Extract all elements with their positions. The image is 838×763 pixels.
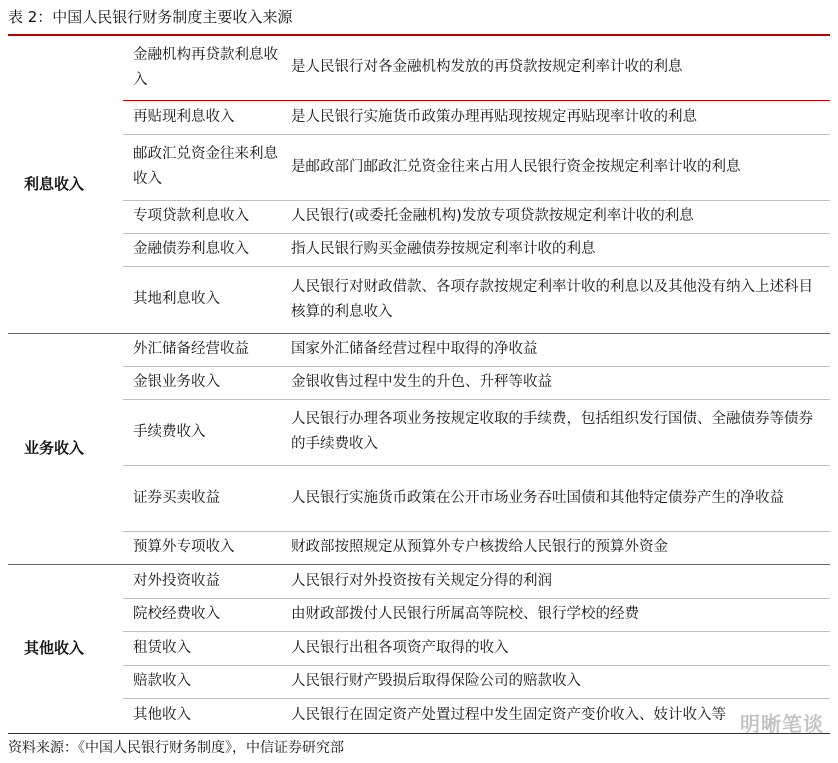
table-row bbox=[8, 665, 830, 698]
item-name: 金融机构再贷款利息收入 bbox=[123, 36, 281, 100]
table-row bbox=[8, 564, 830, 598]
item-description: 是人民银行实施货币政策办理再贴现按规定再贴现率计收的利息 bbox=[281, 100, 830, 134]
bottom-rule bbox=[8, 733, 830, 734]
item-description: 是人民银行对各金融机构发放的再贷款按规定利率计收的利息 bbox=[281, 36, 830, 100]
item-name: 其他收入 bbox=[133, 706, 191, 723]
item-description: 金银收售过程中发生的升色、升秤等收益 bbox=[281, 366, 830, 399]
table-row bbox=[8, 134, 830, 200]
item-name: 院校经费收入 bbox=[123, 598, 281, 631]
income-sources-table bbox=[8, 36, 830, 732]
item-description: 人民银行办理各项业务按规定收取的手续费，包括组织发行国债、全融债券等债券的手续费收入 bbox=[281, 399, 830, 465]
item-description: 财政部按照规定从预算外专户核拨给人民银行的预算外资金 bbox=[281, 531, 830, 564]
table-row bbox=[8, 598, 830, 631]
item-name: 金融债券利息收入 bbox=[123, 233, 281, 266]
category-cell: 利息收入 bbox=[8, 36, 123, 333]
item-description: 人民银行财产毁损后取得保险公司的赔款收入 bbox=[281, 665, 830, 698]
item-name: 租赁收入 bbox=[123, 631, 281, 665]
source-note: 资料来源：《中国人民银行财务制度》，中信证券研究部 bbox=[8, 740, 344, 756]
item-name: 对外投资收益 bbox=[123, 564, 281, 598]
table-row bbox=[8, 631, 830, 665]
item-name: 赔款收入 bbox=[123, 665, 281, 698]
table-row bbox=[8, 399, 830, 465]
item-description: 由财政部拨付人民银行所属高等院校、银行学校的经费 bbox=[281, 598, 830, 631]
table-row bbox=[8, 698, 830, 732]
table-row bbox=[8, 531, 830, 564]
table-row bbox=[8, 266, 830, 333]
watermark-logo: 明晰笔谈 bbox=[740, 712, 824, 736]
table-row bbox=[8, 465, 830, 531]
item-description: 人民银行对财政借款、各项存款按规定利率计收的利息以及其他没有纳入上述科目核算的利息收入 bbox=[281, 266, 830, 333]
category-cell: 业务收入 bbox=[8, 333, 123, 564]
item-description: 指人民银行购买金融债券按规定利率计收的利息 bbox=[281, 233, 830, 266]
table-row bbox=[8, 100, 830, 134]
item-description: 人民银行实施货币政策在公开市场业务吞吐国债和其他特定债券产生的净收益 bbox=[281, 465, 830, 531]
category-cell: 其他收入 bbox=[24, 638, 85, 657]
item-description: 人民银行(或委托金融机构)发放专项贷款按规定利率计收的利息 bbox=[281, 200, 830, 233]
table-title: 表 2：中国人民银行财务制度主要收入来源 bbox=[8, 8, 293, 26]
item-description: 人民银行对外投资按有关规定分得的利润 bbox=[281, 564, 830, 598]
item-name: 再贴现利息收入 bbox=[123, 100, 281, 134]
table-row bbox=[8, 366, 830, 399]
table-row bbox=[8, 200, 830, 233]
item-description: 国家外汇储备经营过程中取得的净收益 bbox=[281, 333, 830, 366]
item-description: 人民银行在固定资产处置过程中发生固定资产变价收入、妓计收入等 bbox=[291, 706, 726, 723]
table-row bbox=[8, 333, 830, 366]
table-row bbox=[8, 36, 830, 100]
item-name: 专项贷款利息收入 bbox=[123, 200, 281, 233]
item-description: 人民银行出租各项资产取得的收入 bbox=[281, 631, 830, 665]
item-name: 其地利息收入 bbox=[123, 266, 281, 333]
item-name: 邮政汇兑资金往来利息收入 bbox=[123, 134, 281, 200]
item-description: 是邮政部门邮政汇兑资金往来占用人民银行资金按规定利率计收的利息 bbox=[281, 134, 830, 200]
item-name: 金银业务收入 bbox=[123, 366, 281, 399]
item-name: 预算外专项收入 bbox=[123, 531, 281, 564]
item-name: 证券买卖收益 bbox=[123, 465, 281, 531]
item-name: 手续费收入 bbox=[123, 399, 281, 465]
table-row bbox=[8, 233, 830, 266]
item-name: 外汇储备经营收益 bbox=[123, 333, 281, 366]
